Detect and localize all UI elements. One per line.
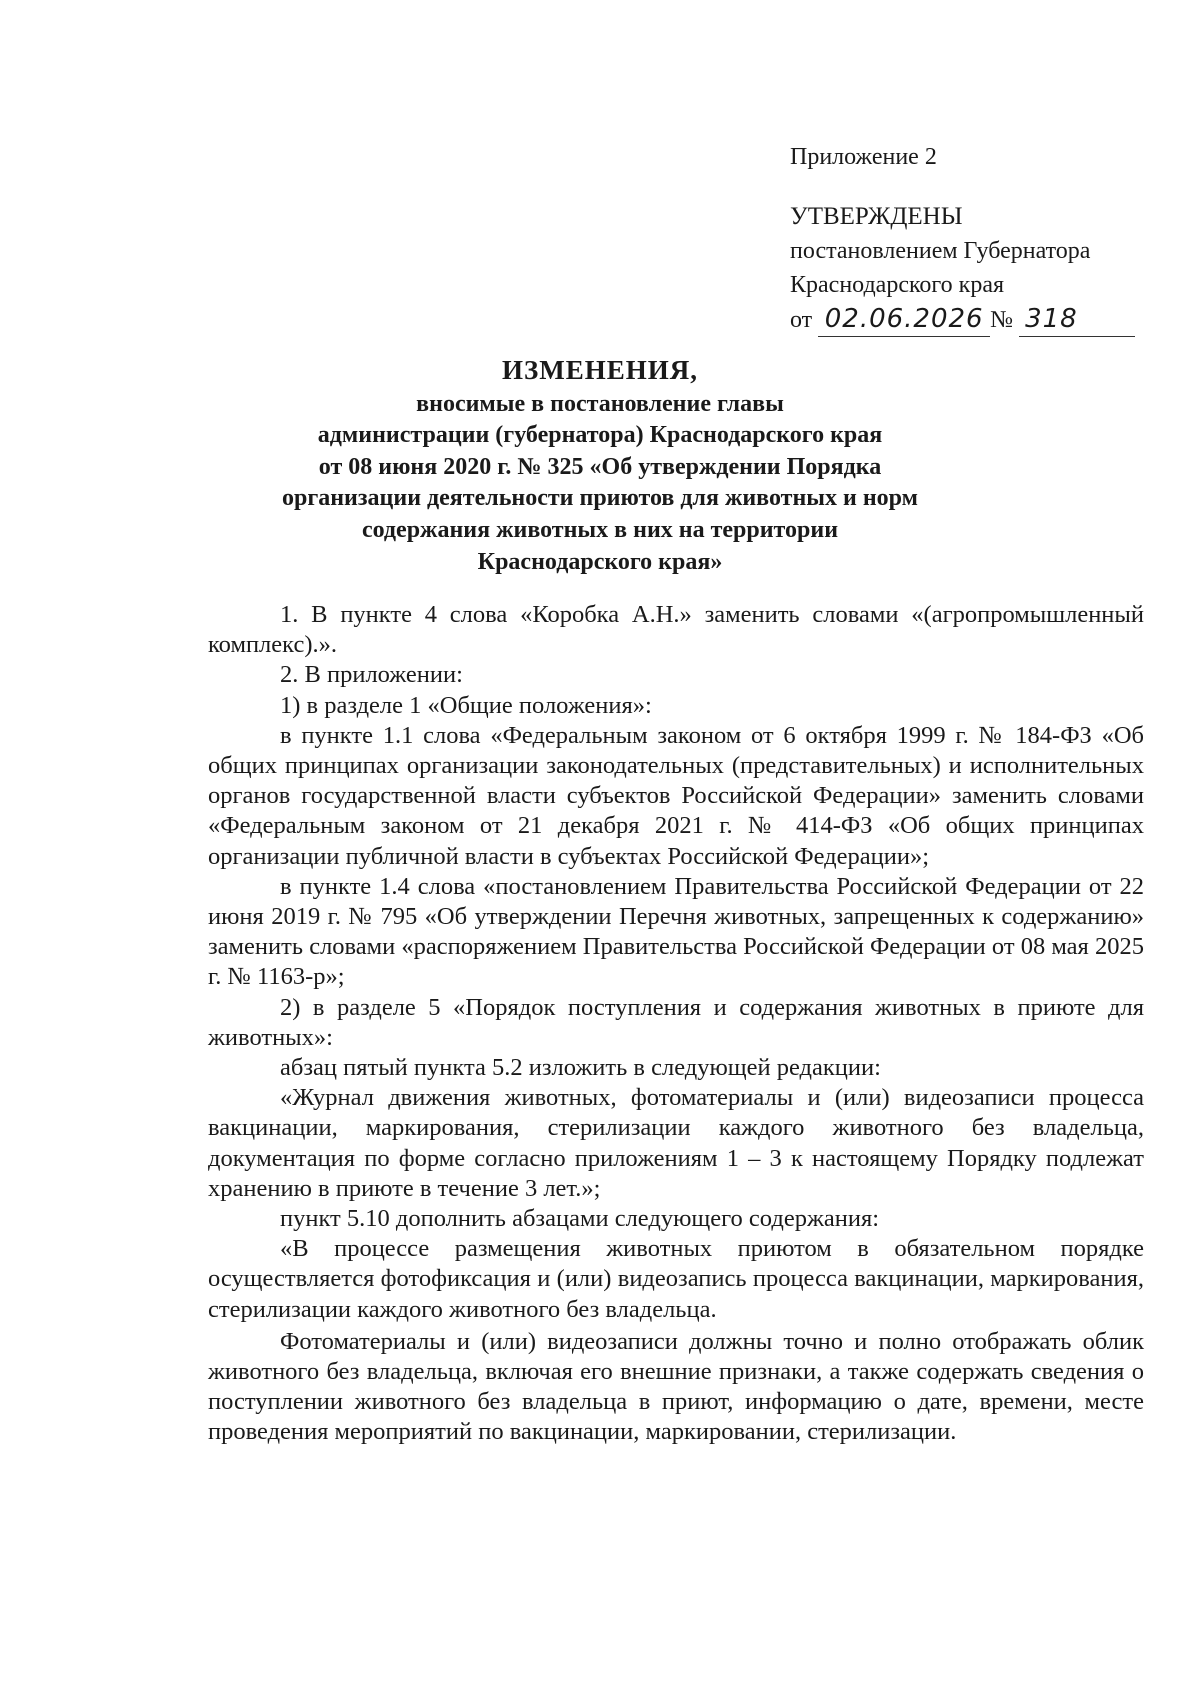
body-paragraph: 2. В приложении: [280, 661, 463, 689]
document-title-block [150, 355, 1050, 578]
body-paragraph: пункт 5.10 дополнить абзацами следующего содержания: [280, 1205, 880, 1233]
document-title: ИЗМЕНЕНИЯ, [501, 355, 698, 385]
body-paragraph: в пункте 1.4 слова «постановлением Правительства Российской Федерации от 22 июня 2019 г. № 795 «Об утверждении Перечня животных, запрещенных к содержанию» заменить словами «распоряжением Правительства Российской Федерации от 08 мая 2025 г. № 1163-р»; [208, 872, 1144, 991]
handwritten-number: 318 [1019, 302, 1135, 337]
approved-heading: УТВЕРЖДЕНЫ [790, 203, 963, 230]
body-paragraph: 1) в разделе 1 «Общие положения»: [280, 691, 652, 719]
title-line: вносимые в постановление главы [416, 390, 784, 417]
body-paragraph: «В процессе размещения животных приютом в обязательном порядке осуществляется фотофиксация и (или) видеозапись процесса вакцинации, маркирования, стерилизации каждого животного без владельца. [208, 1235, 1144, 1323]
body-paragraph: 2) в разделе 5 «Порядок поступления и содержания животных в приюте для животных»: [208, 993, 1144, 1051]
approval-line-2: Краснодарского края [790, 272, 1005, 298]
body-paragraph: Фотоматериалы и (или) видеозаписи должны точно и полно отображать облик животного без владельца, включая его внешние признаки, а также содержать сведения о поступлении животного без владельца в приют, информацию о дате, времени, месте проведения мероприятий по вакцинации, маркировании, стерилизации. [208, 1327, 1144, 1446]
title-line: организации деятельности приютов для животных и норм [281, 485, 918, 512]
body-paragraph: абзац пятый пункта 5.2 изложить в следующей редакции: [280, 1054, 881, 1082]
body-paragraph: «Журнал движения животных, фотоматериалы и (или) видеозаписи процесса вакцинации, маркирования, стерилизации каждого животного без владельца, документация по форме согласно приложениям 1 – 3 к настоящему Порядку подлежат хранению в приюте в течение 3 лет.»; [208, 1084, 1144, 1202]
title-line: от 08 июня 2020 г. № 325 «Об утверждении Порядка [318, 453, 882, 480]
body-paragraph: в пункте 1.1 слова «Федеральным законом от 6 октября 1999 г. № 184-ФЗ «Об общих принципах организации законодательных (представительных) и исполнительных органов государственной власти субъектов Российской Федерации» заменить словами «Федеральным законом от 21 декабря 2021 г. № 414-ФЗ «Об общих принципах организации публичной власти в субъектах Российской Федерации»; [208, 721, 1144, 870]
title-line: Краснодарского края» [477, 548, 723, 575]
number-label: № [990, 307, 1014, 333]
attachment-label: Приложение 2 [790, 144, 937, 170]
title-line: содержания животных в них на территории [361, 516, 839, 543]
body-paragraph: 1. В пункте 4 слова «Коробка А.Н.» заменить словами «(агропромышленный комплекс).». [208, 601, 1144, 659]
approval-stamp-block [790, 140, 1150, 337]
approval-date-number-row [790, 302, 1150, 337]
document-body [208, 600, 1144, 1448]
handwritten-date: 02.06.2026 [818, 302, 990, 337]
title-line: администрации (губернатора) Краснодарского края [317, 422, 883, 449]
from-label: от [790, 307, 813, 333]
approval-line-1: постановлением Губернатора [790, 238, 1091, 264]
